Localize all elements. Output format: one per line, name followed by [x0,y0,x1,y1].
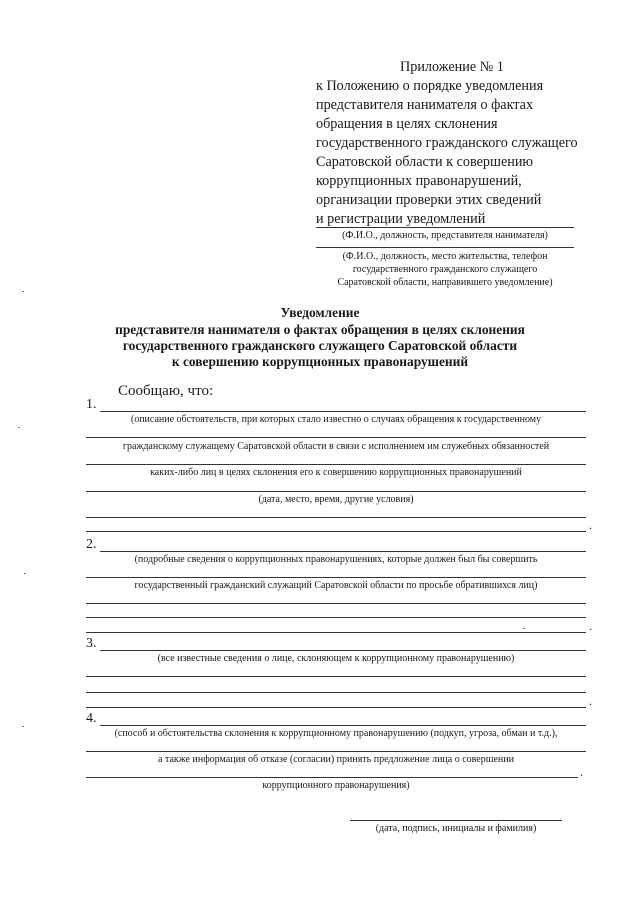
appendix-header [316,58,578,229]
scan-speck [22,726,24,727]
appendix-number: Приложение № 1 [400,59,504,75]
appendix-line: обращения в целях склонения [316,116,498,132]
appendix-line: коррупционных правонарушений, [316,173,522,189]
scan-speck [523,628,525,629]
item-1-caption: (дата, место, время, другие условия) [258,494,414,505]
scan-speck [24,573,26,574]
document-subtitle-line: государственного гражданского служащего Саратовской области [122,338,518,353]
item-1-number: 1. [86,397,97,412]
recipient-caption: (Ф.И.О., должность, представителя нанимателя) [342,230,548,241]
appendix-line: представителя нанимателя о фактах [316,97,534,113]
fill-line [86,777,578,778]
item-1-caption: гражданскому служащему Саратовской области в связи с исполнением им служебных обязанностей [122,441,550,452]
signature-fill-line [350,820,562,821]
fill-line [86,676,586,677]
document-subtitle-line: к совершению коррупционных правонарушений [171,354,469,369]
fill-line [86,617,586,618]
fill-line [86,603,586,604]
item-2-caption: государственный гражданский служащий Саратовской области по просьбе обратившихся лиц) [134,580,538,591]
fill-line [86,632,586,633]
intro-text: Сообщаю, что: [118,383,214,399]
fill-line [86,464,586,465]
sender-caption-2: государственного гражданского служащего [352,264,538,275]
fill-line [86,531,586,532]
item-3-caption: (все известные сведения о лице, склоняющем к коррупционному правонарушению) [157,653,515,664]
sender-caption-1: (Ф.И.О., должность, место жительства, телефон [342,251,548,262]
recipient-fill-line [316,227,574,228]
item-3-number: 3. [86,636,97,651]
fill-line [86,577,586,578]
fill-line [86,707,586,708]
fill-line [100,411,586,412]
item-4-caption: коррупционного правонарушения) [262,780,410,791]
fill-line [100,551,586,552]
item-4-caption: (способ и обстоятельства склонения к коррупционному правонарушению (подкуп, угроза, обман и т.д.), [114,728,558,739]
line-end-mark: . [580,765,583,779]
item-1-caption: каких-либо лиц в целях склонения его к совершению коррупционных правонарушений [150,467,522,478]
fill-line [86,437,586,438]
appendix-line: государственного гражданского служащего [316,135,578,151]
appendix-line: и регистрации уведомлений [316,211,486,227]
line-end-mark: . [589,694,592,708]
item-2-caption: (подробные сведения о коррупционных правонарушениях, которые должен был бы совершить [134,554,538,565]
fill-line [100,650,586,651]
appendix-line: к Положению о порядке уведомления [316,78,544,94]
sender-fill-line [316,247,574,248]
fill-line [100,725,586,726]
sender-caption-3: Саратовской области, направившего уведомление) [337,277,553,288]
item-2-number: 2. [86,537,97,552]
line-end-mark: . [589,518,592,532]
line-end-mark: . [589,619,592,633]
item-4-caption: а также информация об отказе (согласии) принять предложение лица о совершении [158,754,514,765]
signature-caption: (дата, подпись, инициалы и фамилия) [375,823,537,834]
appendix-line: организации проверки этих сведений [316,192,542,208]
scan-speck [18,427,20,428]
appendix-line: Саратовской области к совершению [316,154,534,170]
scan-speck [22,291,24,292]
document-title: Уведомление [280,305,360,320]
item-4-number: 4. [86,711,97,726]
fill-line [86,491,586,492]
item-1-caption: (описание обстоятельств, при которых стало известно о случаях обращения к государственному [130,414,542,425]
fill-line [86,517,586,518]
document-subtitle-line: представителя нанимателя о фактах обращения в целях склонения [115,322,525,337]
fill-line [86,751,586,752]
fill-line [86,692,586,693]
